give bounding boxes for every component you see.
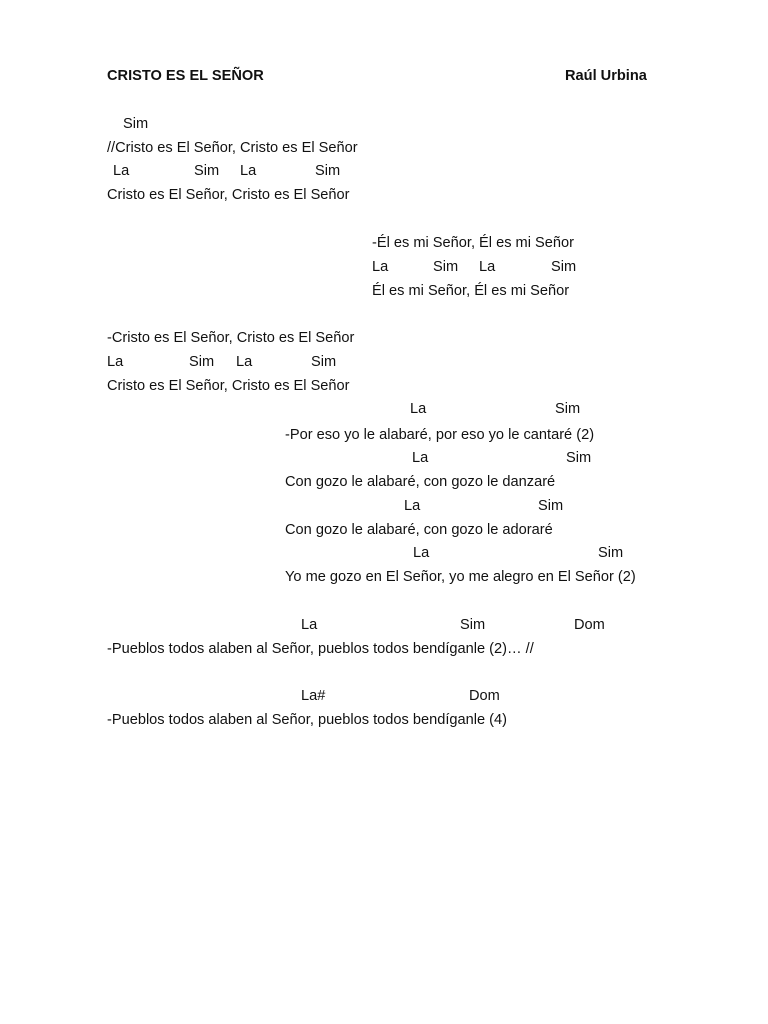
chord: Dom bbox=[574, 617, 605, 633]
lyric-line: -Por eso yo le alabaré, por eso yo le cantaré (2) bbox=[285, 427, 595, 443]
lyric-line: Yo me gozo en El Señor, yo me alegro en El Señor (2) bbox=[285, 569, 636, 585]
chord: Sim bbox=[194, 163, 220, 179]
chord: La bbox=[372, 259, 389, 275]
chord: Sim bbox=[123, 116, 149, 132]
chord: La bbox=[240, 163, 257, 179]
chord: La bbox=[113, 163, 130, 179]
lyric-line: -Cristo es El Señor, Cristo es El Señor bbox=[107, 330, 355, 346]
chord: Sim bbox=[315, 163, 341, 179]
chord: La bbox=[301, 617, 318, 633]
lyric-line: -Pueblos todos alaben al Señor, pueblos todos bendíganle (4) bbox=[107, 712, 507, 728]
lyric-line: Él es mi Señor, Él es mi Señor bbox=[372, 283, 570, 299]
chord: Sim bbox=[555, 401, 581, 417]
lyric-line: -Él es mi Señor, Él es mi Señor bbox=[372, 235, 574, 251]
lyric-line: Cristo es El Señor, Cristo es El Señor bbox=[107, 378, 350, 394]
lyric-line: -Pueblos todos alaben al Señor, pueblos todos bendíganle (2)… // bbox=[107, 641, 534, 657]
chord: Sim bbox=[460, 617, 486, 633]
chord: Sim bbox=[433, 259, 459, 275]
chord: La bbox=[479, 259, 496, 275]
chord: La bbox=[236, 354, 253, 370]
lyric-line: //Cristo es El Señor, Cristo es El Señor bbox=[107, 140, 358, 156]
chord: La bbox=[107, 354, 124, 370]
chord: Sim bbox=[189, 354, 215, 370]
chord: La# bbox=[301, 688, 326, 704]
chord: La bbox=[412, 450, 429, 466]
chord: Sim bbox=[551, 259, 577, 275]
chord: Sim bbox=[311, 354, 337, 370]
chord: Sim bbox=[538, 498, 564, 514]
song-title: CRISTO ES EL SEÑOR bbox=[107, 68, 264, 84]
chord: Sim bbox=[566, 450, 592, 466]
chord: La bbox=[404, 498, 421, 514]
chord: Sim bbox=[598, 545, 624, 561]
lyric-line: Con gozo le alabaré, con gozo le adoraré bbox=[285, 522, 553, 538]
chord: La bbox=[413, 545, 430, 561]
chord: La bbox=[410, 401, 427, 417]
chord: Dom bbox=[469, 688, 500, 704]
lyric-line: Cristo es El Señor, Cristo es El Señor bbox=[107, 187, 350, 203]
lyric-line: Con gozo le alabaré, con gozo le danzaré bbox=[285, 474, 556, 490]
song-author: Raúl Urbina bbox=[565, 68, 647, 84]
